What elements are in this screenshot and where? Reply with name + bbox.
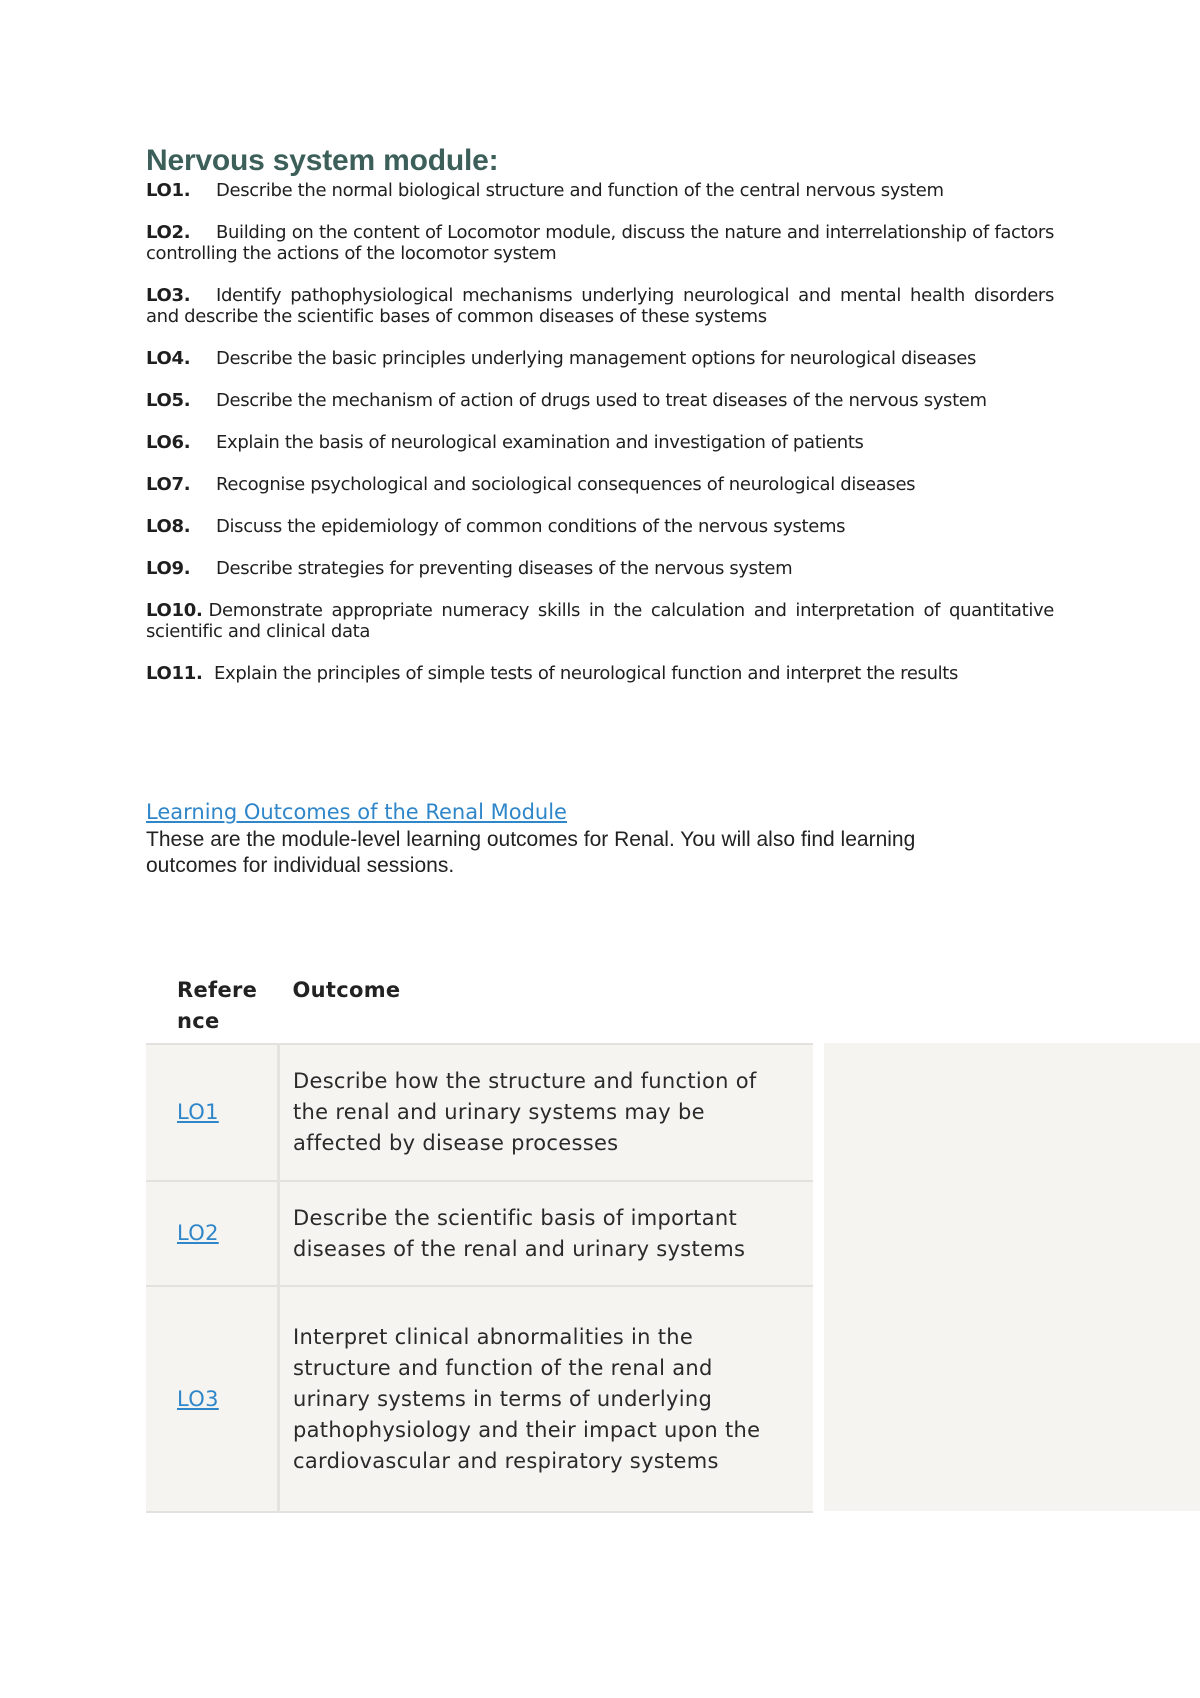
outcome-cell: Describe the scientific basis of important diseases of the renal and urinary systems xyxy=(279,1181,813,1286)
list-item xyxy=(146,285,1054,327)
outcome-code: LO1. xyxy=(146,180,191,201)
reference-link[interactable]: LO3 xyxy=(177,1386,219,1411)
outcome-code: LO8. xyxy=(146,516,191,537)
outcome-text: Demonstrate appropriate numeracy skills in the calculation and interpretation of quantitative scientific and clinical data xyxy=(146,600,1054,642)
outcome-text: Discuss the epidemiology of common conditions of the nervous systems xyxy=(216,516,846,537)
row-background xyxy=(824,1180,1200,1285)
reference-link[interactable]: LO2 xyxy=(177,1221,219,1245)
outcome-text: Describe the normal biological structure and function of the central nervous system xyxy=(216,180,944,201)
outcome-text: Recognise psychological and sociological consequences of neurological diseases xyxy=(216,474,916,495)
renal-module-link[interactable]: Learning Outcomes of the Renal Module xyxy=(146,800,567,824)
list-item xyxy=(146,663,1054,684)
table-header-row xyxy=(146,970,813,1044)
list-item xyxy=(146,516,1054,537)
list-item xyxy=(146,600,1054,642)
row-background xyxy=(824,1043,1200,1180)
table-row xyxy=(146,1181,813,1286)
table-row xyxy=(146,1044,813,1181)
list-item xyxy=(146,558,1054,579)
outcome-code: LO10. xyxy=(146,600,203,621)
outcome-text: Explain the principles of simple tests of neurological function and interpret the results xyxy=(214,663,959,684)
list-item xyxy=(146,348,1054,369)
outcome-text: Describe strategies for preventing diseases of the nervous system xyxy=(216,558,793,579)
list-item xyxy=(146,222,1054,264)
reference-cell xyxy=(146,1044,279,1181)
outcome-code: LO5. xyxy=(146,390,191,411)
column-header-outcome: Outcome xyxy=(279,970,813,1044)
outcome-code: LO9. xyxy=(146,558,191,579)
outcome-code: LO11. xyxy=(146,663,203,684)
reference-link[interactable]: LO1 xyxy=(177,1100,219,1124)
renal-outcomes-table xyxy=(146,970,813,1513)
list-item xyxy=(146,390,1054,411)
renal-intro-text: These are the module-level learning outcomes for Renal. You will also find learning outcomes for individual sessions. xyxy=(146,828,916,877)
outcome-code: LO6. xyxy=(146,432,191,453)
outcome-code: LO4. xyxy=(146,348,191,369)
outcome-text: Identify pathophysiological mechanisms underlying neurological and mental health disorders and describe the scientific bases of common diseases of these systems xyxy=(146,285,1054,327)
outcome-code: LO2. xyxy=(146,222,191,243)
outcome-text: Describe the basic principles underlying management options for neurological diseases xyxy=(216,348,976,369)
outcome-text: Describe the mechanism of action of drugs used to treat diseases of the nervous system xyxy=(216,390,987,411)
outcome-cell: Describe how the structure and function of the renal and urinary systems may be affected by disease processes xyxy=(279,1044,813,1181)
outcome-code: LO3. xyxy=(146,285,191,306)
reference-cell xyxy=(146,1286,279,1512)
column-header-reference: Reference xyxy=(146,970,279,1044)
page-title: Nervous system module: xyxy=(146,144,499,177)
outcome-text: Explain the basis of neurological examination and investigation of patients xyxy=(216,432,864,453)
list-item xyxy=(146,180,1054,201)
list-item xyxy=(146,474,1054,495)
row-background xyxy=(824,1285,1200,1511)
outcome-cell: Interpret clinical abnormalities in the structure and function of the renal and urinary systems in terms of underlying pathophysiology and their impact upon the cardiovascular and respiratory systems xyxy=(279,1286,813,1512)
table-row xyxy=(146,1286,813,1512)
outcome-code: LO7. xyxy=(146,474,191,495)
reference-cell xyxy=(146,1181,279,1286)
nervous-outcomes-list xyxy=(146,180,1054,705)
outcome-text: Building on the content of Locomotor module, discuss the nature and interrelationship of factors controlling the actions of the locomotor system xyxy=(146,222,1054,264)
list-item xyxy=(146,432,1054,453)
